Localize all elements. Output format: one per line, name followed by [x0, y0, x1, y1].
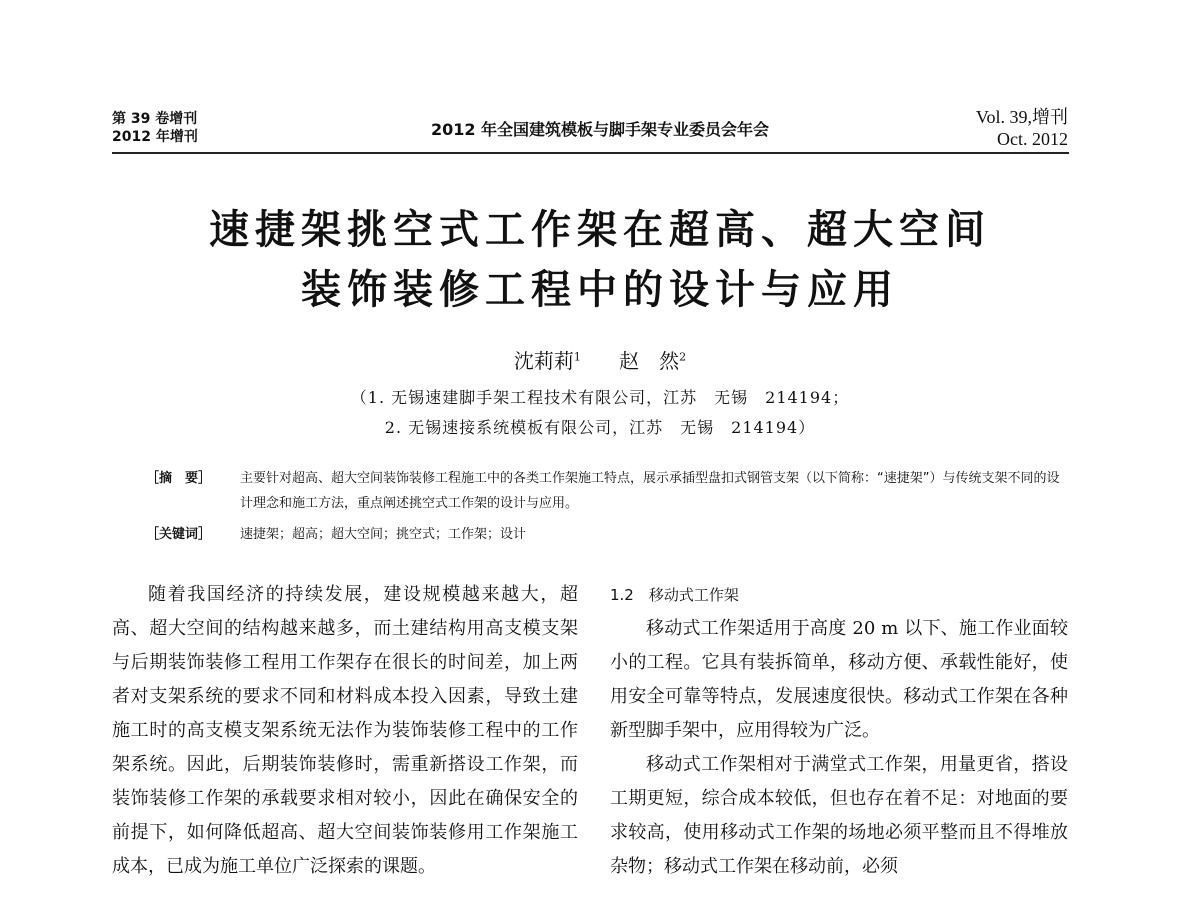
- author-1: 沈莉莉: [513, 349, 574, 373]
- date-en: Oct. 2012: [997, 129, 1068, 149]
- section-heading: 1.2 移动式工作架: [610, 586, 739, 604]
- paper-title-line1: 速捷架挑空式工作架在超高、超大空间: [209, 206, 991, 253]
- body-paragraph-1: 移动式工作架适用于高度 20 m 以下、施工作业面较小的工程。它具有装拆简单，移动方便、承载性能好，使用安全可靠等特点，发展速度很快。移动式工作架在各种新型脚手架中，应用得较为广泛。: [610, 618, 1068, 741]
- affiliation-1: （1. 无锡速建脚手架工程技术有限公司，江苏 无锡 214194；: [350, 388, 850, 407]
- body-column-right: [610, 578, 1068, 884]
- running-header-center: 2012 年全国建筑模板与脚手架专业委员会年会: [430, 120, 770, 139]
- body-column-left: [112, 578, 578, 884]
- keywords-text: 速捷架；超高；超大空间；挑空式；工作架；设计: [240, 527, 527, 542]
- author-2: 赵 然: [619, 349, 680, 373]
- header-rule: [112, 152, 1069, 154]
- author-list: [0, 345, 1200, 374]
- abstract-text: 主要针对超高、超大空间装饰装修工程施工中的各类工作架施工特点，展示承插型盘扣式钢管支架（以下简称：“速捷架”）与传统支架不同的设计理念和施工方法，重点阐述挑空式工作架的设计与应用。: [240, 471, 1060, 511]
- abstract-label: ［摘 要］: [146, 471, 212, 486]
- affiliation-2: 2. 无锡速接系统模板有限公司，江苏 无锡 214194）: [384, 418, 816, 437]
- body-paragraph-2: 移动式工作架相对于满堂式工作架，用量更省，搭设工期更短，综合成本较低，但也存在着不足：对地面的要求较高，使用移动式工作架的场地必须平整而且不得堆放杂物；移动式工作架在移动前，必须: [610, 754, 1068, 877]
- running-header-right: [976, 106, 1068, 150]
- volume-cn: 第 39 卷增刊: [112, 111, 198, 127]
- paper-title-line2: 装饰装修工程中的设计与应用: [301, 266, 899, 313]
- keywords: [146, 522, 1068, 547]
- year-cn: 2012 年增刊: [112, 129, 198, 145]
- keywords-label: ［关键词］: [146, 527, 212, 542]
- volume-en: Vol. 39,增刊: [975, 107, 1068, 127]
- author-1-mark: 1: [573, 350, 581, 364]
- author-2-mark: 2: [679, 350, 687, 364]
- abstract: [146, 466, 1068, 516]
- intro-paragraph: 随着我国经济的持续发展，建设规模越来越大，超高、超大空间的结构越来越多，而土建结构用高支模支架与后期装饰装修工程用工作架存在很长的时间差，加上两者对支架系统的要求不同和材料成本投入因素，导致土建施工时的高支模支架系统无法作为装饰装修工程中的工作架系统。因此，后期装饰装修时，需重新搭设工作架，而装饰装修工作架的承载要求相对较小，因此在确保安全的前提下，如何降低超高、超大空间装饰装修用工作架施工成本，已成为施工单位广泛探索的课题。: [112, 584, 578, 877]
